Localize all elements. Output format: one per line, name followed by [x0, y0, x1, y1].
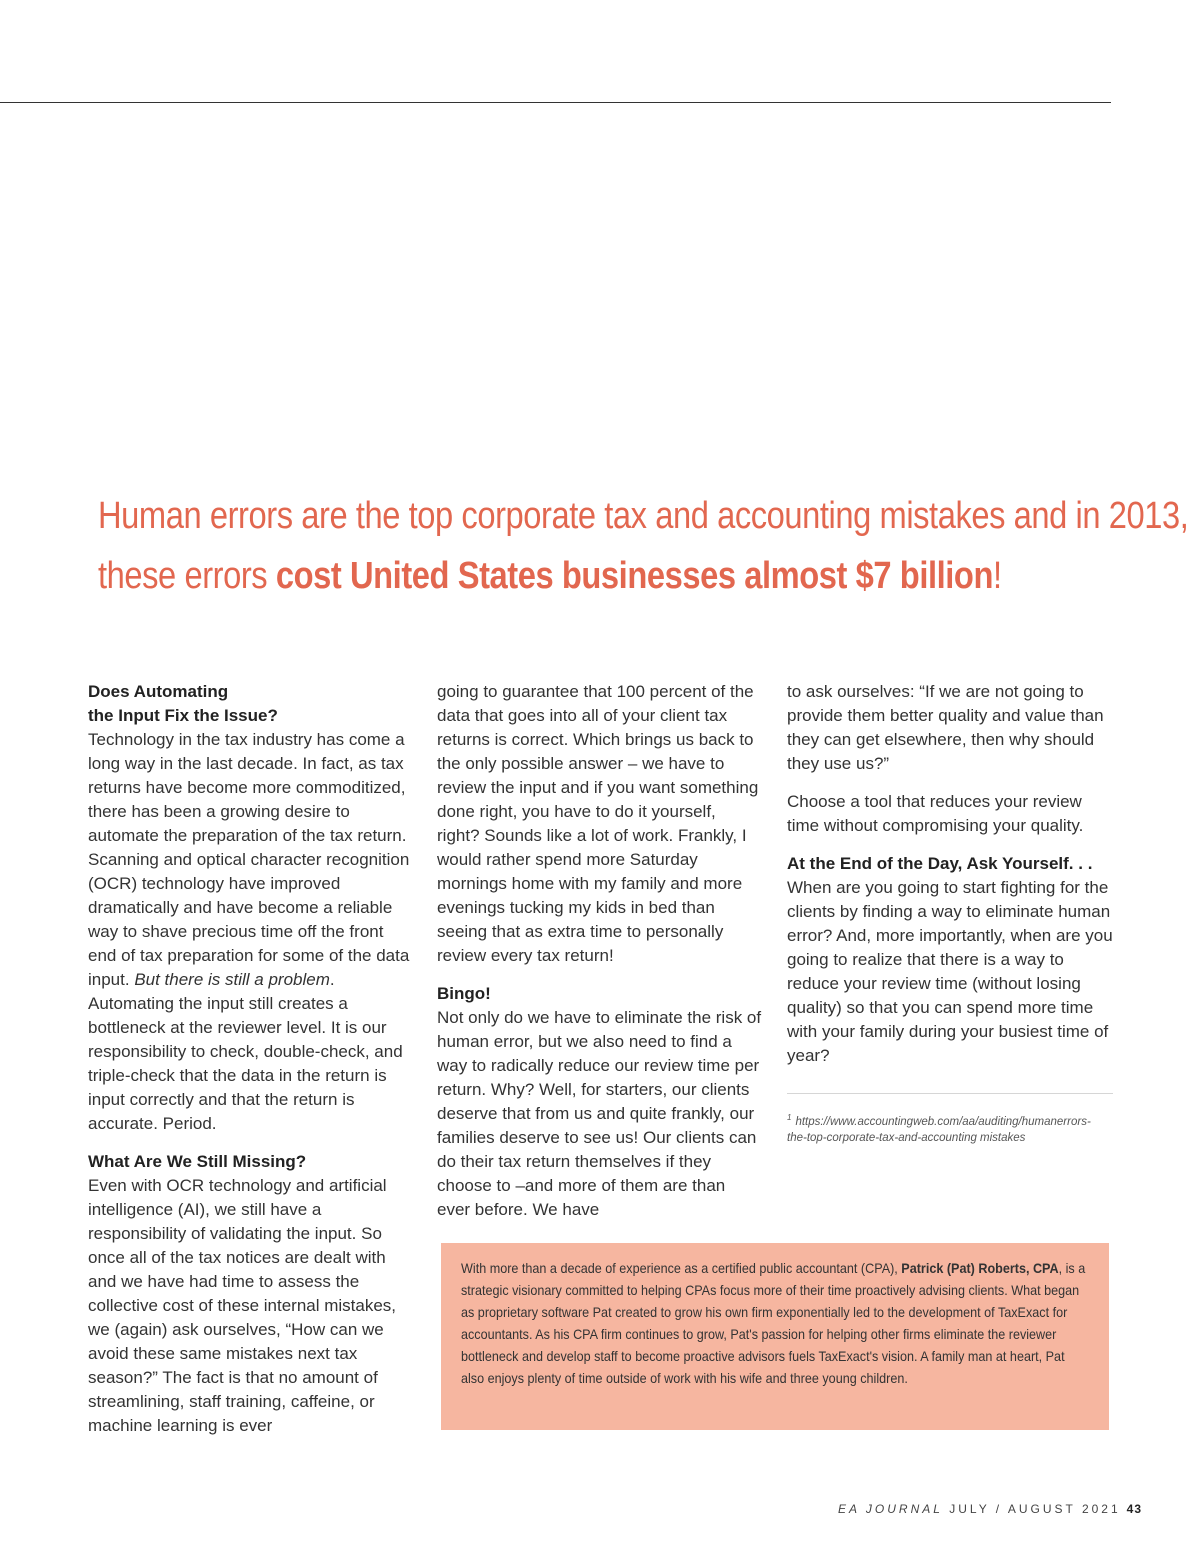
footnote-divider: [787, 1093, 1113, 1094]
heading-automating-b: the Input Fix the Issue?: [88, 706, 278, 725]
paragraph-automating-end: . Automating the input still creates a bottleneck at the reviewer level. It is our responsibility to check, double-check, and triple-check that the data in the return is input correctly and that the return is accurate. Period.: [88, 970, 403, 1133]
paragraph-ask-ourselves: to ask ourselves: “If we are not going to provide them better quality and value than they can get elsewhere, then why should they use us?”: [787, 682, 1104, 773]
issue-date: JULY / AUGUST 2021: [942, 1502, 1121, 1516]
pull-quote-plain: these errors: [98, 555, 276, 597]
bio-rest: , is a strategic visionary committed to helping CPAs focus more of their time proactively advising clients. What began as proprietary software Pat created to grow his own firm exponentially led to the development of TaxExact for accountants. As his CPA firm continues to grow, Pat's passion for helping other firms eliminate the reviewer bottleneck and develop staff to become proactive advisors fuels TaxExact's vision. A family man at heart, Pat also enjoys plenty of time outside of work with his wife and three young children.: [461, 1260, 1086, 1386]
section-missing: [88, 1150, 414, 1438]
article-column-3: [787, 680, 1113, 1082]
pull-quote-line-2: [98, 546, 1002, 606]
heading-still-missing: What Are We Still Missing?: [88, 1152, 307, 1171]
page-footer: [838, 1502, 1142, 1516]
article-column-2: [437, 680, 763, 1236]
paragraph-choose-tool: Choose a tool that reduces your review time without compromising your quality.: [787, 792, 1084, 835]
footnote-marker: 1: [787, 1113, 792, 1122]
footnote: [787, 1110, 1091, 1146]
top-rule: [0, 102, 1111, 103]
paragraph-still-missing: Even with OCR technology and artificial intelligence (AI), we still have a responsibility of validating the input. So once all of the tax notices are dealt with and we have had time to assess the collective cost of these internal mistakes, we (again) ask ourselves, “How can we avoid these same mistakes next tax season?” The fact is that no amount of streamlining, staff training, caffeine, or machine learning is ever: [88, 1176, 397, 1435]
heading-bingo: Bingo!: [437, 984, 491, 1003]
section-end-of-day: [787, 852, 1113, 1068]
author-bio-box: [441, 1243, 1109, 1430]
page-number: 43: [1126, 1502, 1142, 1516]
pull-quote-end: !: [992, 555, 1002, 597]
paragraph-automating-italic: But there is still a problem: [134, 970, 330, 989]
pull-quote: [98, 486, 1189, 606]
paragraph-bingo: Not only do we have to eliminate the risk of human error, but we also need to find a way to radically reduce our review time per return. Why? Well, for starters, our clients deserve that from us and quite frankly, our families deserve to see us! Our clients can do their tax return themselves if they choose to –and more of them are than ever before. We have: [437, 1008, 762, 1219]
paragraph-end-of-day: When are you going to start fighting for the clients by finding a way to eliminate human error? And, more importantly, when are you going to realize that there is a way to reduce your review time (without losing quality) so that you can spend more time with your family during your busiest time of year?: [787, 878, 1113, 1065]
heading-end-of-day: At the End of the Day, Ask Yourself. . .: [787, 854, 1093, 873]
paragraph-automating: Technology in the tax industry has come a long way in the last decade. In fact, as tax returns have become more commoditized, there has been a growing desire to automate the preparation of the tax return. Scanning and optical character recognition (OCR) technology have improved dramatically and have become a reliable way to shave precious time off the front end of tax preparation for some of the data input.: [88, 730, 410, 989]
heading-automating-a: Does Automating: [88, 682, 229, 701]
section-automating: [88, 680, 414, 1136]
journal-name: EA JOURNAL: [838, 1502, 943, 1516]
section-bingo: [437, 982, 763, 1222]
paragraph-guarantee: going to guarantee that 100 percent of the data that goes into all of your client tax returns is correct. Which brings us back to the only possible answer – we have to review the input and if you want something done right, you have to do it yourself, right? Sounds like a lot of work. Frankly, I would rather spend more Saturday mornings home with my family and more evenings tucking my kids in bed than seeing that as extra time to personally review every tax return!: [437, 682, 759, 965]
pull-quote-line-1: Human errors are the top corporate tax and accounting mistakes and in 2013,: [98, 495, 1189, 537]
footnote-link[interactable]: https://www.accountingweb.com/aa/auditing/humanerrors-the-top-corporate-tax-and-accounting mistakes: [787, 1115, 1091, 1144]
pull-quote-emphasis: cost United States businesses almost $7 billion: [275, 555, 993, 597]
bio-intro: With more than a decade of experience as a certified public accountant (CPA),: [461, 1260, 902, 1276]
bio-author-name: Patrick (Pat) Roberts, CPA: [901, 1260, 1059, 1276]
article-column-1: [88, 680, 414, 1452]
author-bio-text: [461, 1257, 1087, 1389]
